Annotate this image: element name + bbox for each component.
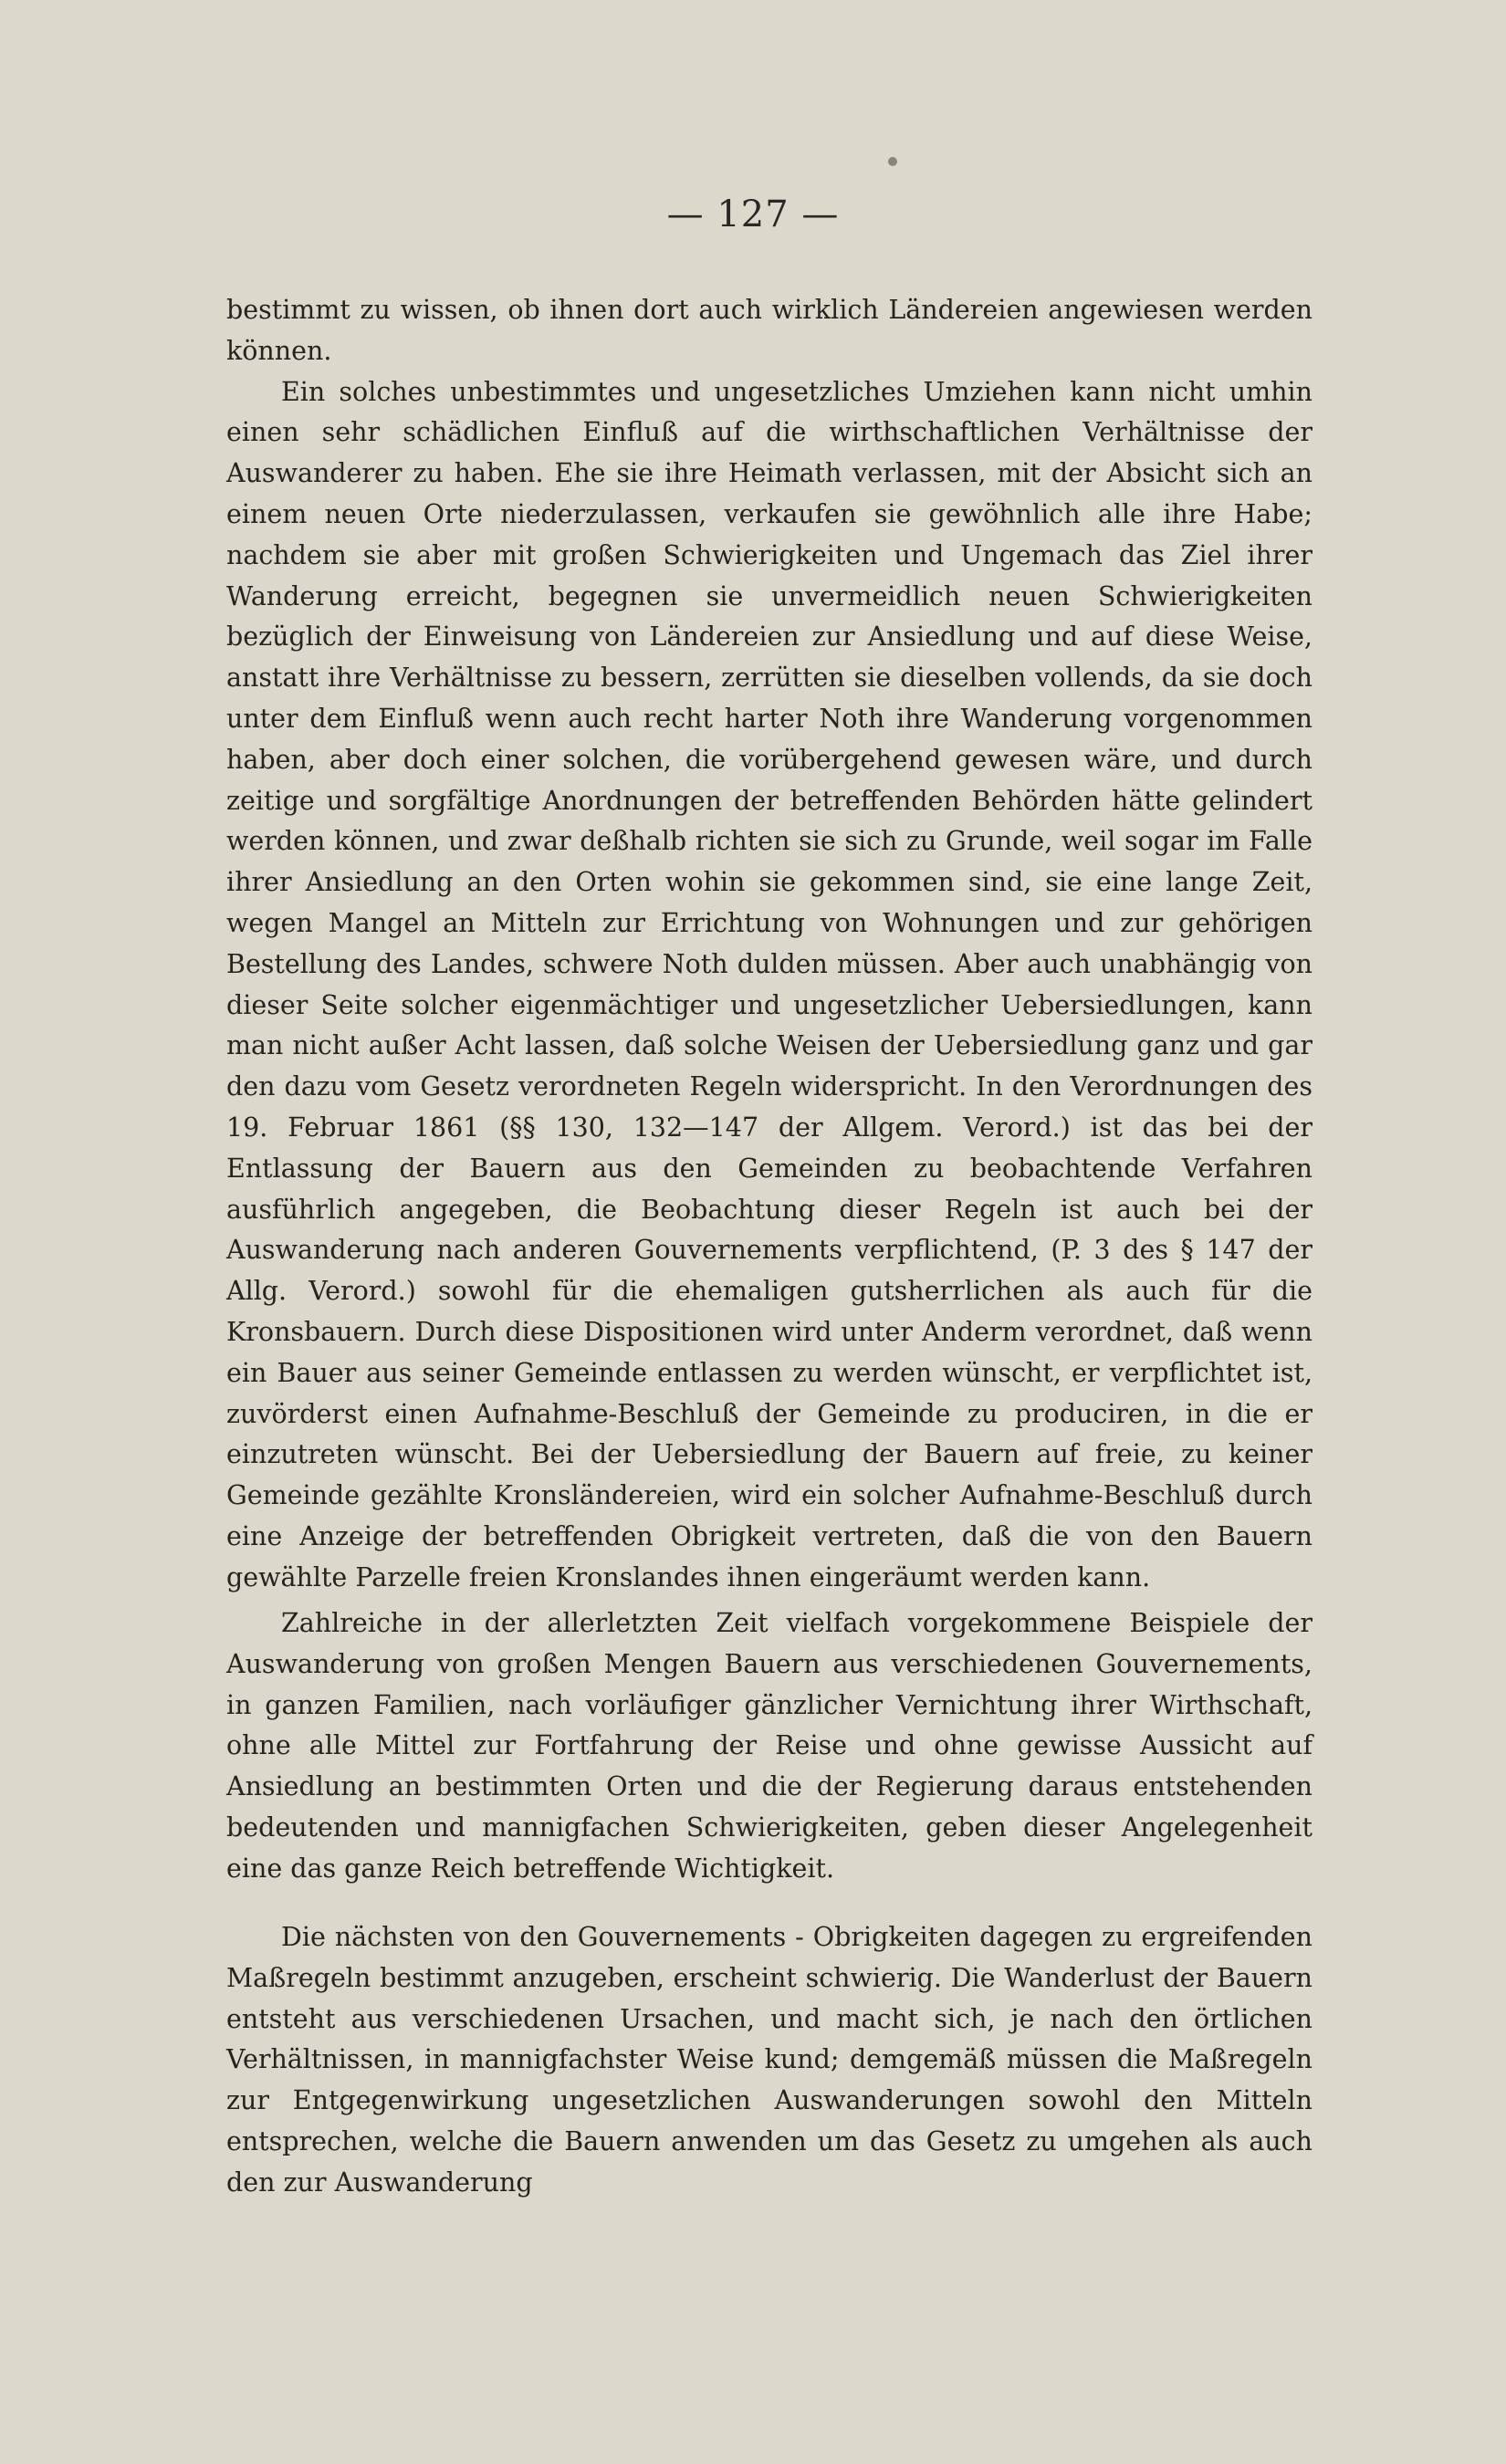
paragraph: Ein solches unbestimmtes und ungesetzliches Umziehen kann nicht umhin einen sehr schädlichen Einfluß auf die wirthschaftlichen Verhältnisse der Auswanderer zu haben. Ehe sie ihre Heimath verlassen, mit der Absicht sich an einem neuen Orte niederzulassen, verkaufen sie gewöhnlich alle ihre Habe; nachdem sie aber mit großen Schwierigkeiten und Ungemach das Ziel ihrer Wanderung erreicht, begegnen sie unvermeidlich neuen Schwierigkeiten bezüglich der Einweisung von Ländereien zur Ansiedlung und auf diese Weise, anstatt ihre Verhältnisse zu bessern, zerrütten sie dieselben vollends, da sie doch unter dem Einfluß wenn auch recht harter Noth ihre Wanderung vorgenommen haben, aber doch einer solchen, die vorübergehend gewesen wäre, und durch zeitige und sorgfältige Anordnungen der betreffenden Behörden hätte gelindert werden können, und zwar deßhalb richten sie sich zu Grunde, weil sogar im Falle ihrer Ansiedlung an den Orten wohin sie gekommen sind, sie eine lange Zeit, wegen Mangel an Mitteln zur Errichtung von Wohnungen und zur gehörigen Bestellung des Landes, schwere Noth dulden müssen. Aber auch unabhängig von dieser Seite solcher eigenmächtiger und ungesetzlicher Uebersiedlungen, kann man nicht außer Acht lassen, daß solche Weisen der Uebersiedlung ganz und gar den dazu vom Gesetz verordneten Regeln widerspricht. In den Verordnungen des 19. Februar 1861 (§§ 130, 132—147 der Allgem. Verord.) ist das bei der Entlassung der Bauern aus den Gemeinden zu beobachtende Verfahren ausführlich angegeben, die Beobachtung dieser Regeln ist auch bei der Auswanderung nach anderen Gouvernements verpflichtend, (P. 3 des § 147 der Allg. Verord.) sowohl für die ehemaligen gutsherrlichen als auch für die Kronsbauern. Durch diese Dispositionen wird unter Anderm verordnet, daß wenn ein Bauer aus seiner Gemeinde entlassen zu werden wünscht, er verpflichtet ist, zuvörderst einen Aufnahme-Beschluß der Gemeinde zu produciren, in die er einzutreten wünscht. Bei der Uebersiedlung der Bauern auf freie, zu keiner Gemeinde gezählte Kronsländereien, wird ein solcher Aufnahme-Beschluß durch eine Anzeige der betreffenden Obrigkeit vertreten, daß die von den Bauern gewählte Parzelle freien Kronslandes ihnen eingeräumt werden kann. [226,376,1313,1592]
page-number: — 127 — [666,193,840,235]
paragraph-continuation: bestimmt zu wissen, ob ihnen dort auch wirklich Ländereien angewiesen werden können. [226,295,1313,366]
text-block-bottom [226,1917,1313,2204]
paragraph: Zahlreiche in der allerletzten Zeit vielfach vorgekommene Beispiele der Auswanderung von großen Mengen Bauern aus verschiedenen Gouvernements, in ganzen Familien, nach vorläufiger gänzlicher Vernichtung ihrer Wirthschaft, ohne alle Mittel zur Fortfahrung der Reise und ohne gewisse Aussicht auf Ansiedlung an bestimmten Orten und die der Regierung daraus entstehenden bedeutenden und mannigfachen Schwierigkeiten, geben dieser Angelegenheit eine das ganze Reich betreffende Wichtigkeit. [226,1608,1313,1884]
text-block-middle [226,1603,1313,1890]
ink-speck [888,157,897,166]
paragraph: Die nächsten von den Gouvernements - Obrigkeiten dagegen zu ergreifenden Maßregeln bestimmt anzugeben, erscheint schwierig. Die Wanderlust der Bauern entsteht aus verschiedenen Ursachen, und macht sich, je nach den örtlichen Verhältnissen, in mannigfachster Weise kund; demgemäß müssen die Maßregeln zur Entgegenwirkung ungesetzlichen Auswanderungen sowohl den Mitteln entsprechen, welche die Bauern anwenden um das Gesetz zu umgehen als auch den zur Auswanderung [226,1922,1313,2198]
text-block-top [226,290,1313,1599]
